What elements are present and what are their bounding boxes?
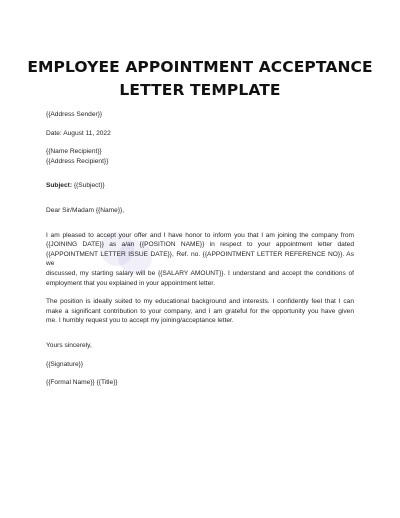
paragraph-line: employment that you explained in your appointment letter. xyxy=(46,279,215,287)
paragraph-line: I am pleased to accept your offer and I have honor to inform you that I am joining the company from xyxy=(46,231,354,239)
paragraph-line: make a significant contribution to your company, and I am grateful for the opportunity you have given xyxy=(46,307,354,315)
closing: Yours sincerely, xyxy=(46,341,92,349)
paragraph-line: The position is ideally suited to my educational background and interests. I confidently feel that I can xyxy=(46,298,354,306)
title-line-1: EMPLOYEE APPOINTMENT ACCEPTANCE xyxy=(27,58,373,76)
salutation: Dear Sir/Madam {{Name}}, xyxy=(46,206,125,214)
paragraph-line: {{APPOINTMENT LETTER ISSUE DATE}}, Ref. no. {{APPOINTMENT LETTER REFERENCE NO}}. As we xyxy=(46,250,354,268)
letter-date: Date: August 11, 2022 xyxy=(46,129,111,137)
address-recipient: {{Address Recipient}} xyxy=(46,157,109,165)
paragraph-line: discussed, my starting salary will be {{SALARY AMOUNT}}. I understand and accept the conditions of xyxy=(46,269,354,277)
signature-placeholder: {{Signature}} xyxy=(46,360,84,368)
subject-line xyxy=(46,181,354,191)
paragraph-line: me. I humbly request you to accept my joining/acceptance letter. xyxy=(46,317,234,325)
formal-name-title: {{Formal Name}} {{Title}} xyxy=(46,379,118,387)
subject-label: Subject: xyxy=(46,182,73,190)
paragraph-suitability xyxy=(46,297,354,326)
name-recipient: {{Name Recipient}} xyxy=(46,148,102,156)
paragraph-line: {{JOINING DATE}} as a/an {{POSITION NAME}} in respect to your appointment letter dated xyxy=(46,241,354,249)
title-line-2: LETTER TEMPLATE xyxy=(119,81,281,99)
address-sender: {{Address Sender}} xyxy=(46,111,103,118)
letter-body xyxy=(46,110,354,388)
subject-value: {{Subject}} xyxy=(72,182,105,190)
document-title xyxy=(20,56,380,102)
paragraph-acceptance xyxy=(46,231,354,289)
